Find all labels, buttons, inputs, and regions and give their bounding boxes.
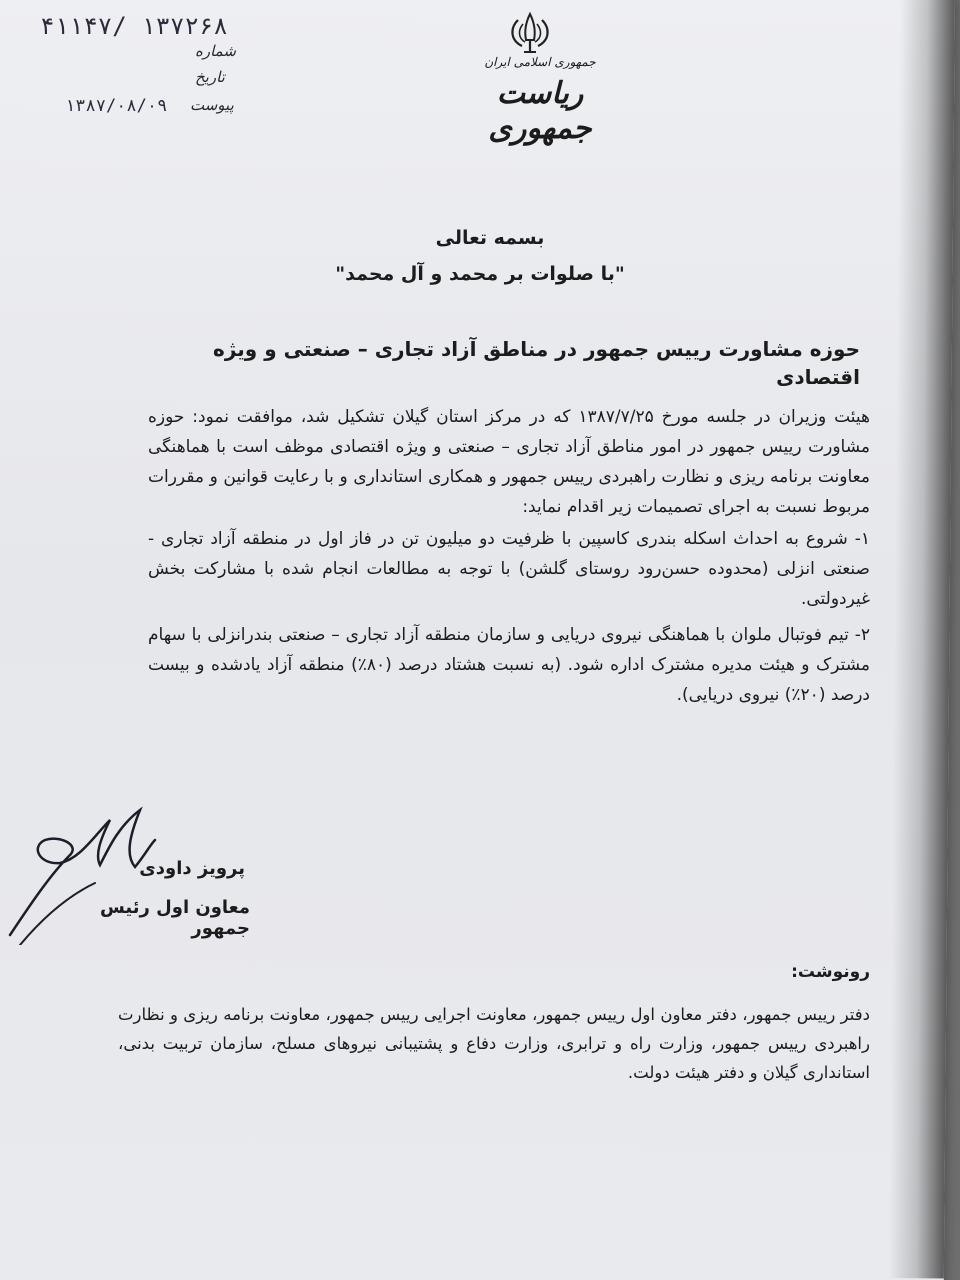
country-name: جمهوری اسلامی ایران	[484, 55, 596, 69]
office-name: ریاست جمهوری	[488, 76, 592, 146]
handwritten-letter-number: ۴۱۱۴۷/ ۱۳۷۲۶۸	[40, 12, 228, 40]
date-label: تاریخ	[195, 68, 225, 86]
number-label: شماره	[195, 42, 236, 60]
body-item-2: ۲- تیم فوتبال ملوان با هماهنگی نیروی دریایی و سازمان منطقه آزاد تجاری – صنعتی بندرانزلی با سهام مشترک و هیئت مدیره مشترک اداره شود. (به نسبت هشتاد درصد (۸۰٪) منطقه آزاد یادشده و بیست درصد (۲۰٪) نیروی دریایی).	[148, 625, 870, 705]
signatory-title: معاون اول رئیس جمهور	[99, 897, 250, 939]
cc-recipients: دفتر رییس جمهور، دفتر معاون اول رییس جمهور، معاونت اجرایی رییس جمهور، معاونت برنامه ریزی و نظارت راهبردی رییس جمهور، وزارت راه و ترابری، وزارت دفاع و پشتیبانی نیروهای مسلح، سازمان تربیت بدنی، استانداری گیلان و دفتر هیئت دولت.	[118, 1005, 870, 1082]
signatory-name: پرویز داودی	[139, 858, 245, 879]
cc-label: رونوشت:	[791, 962, 870, 982]
bismillah-heading: بسمه تعالی	[435, 227, 545, 249]
attachment-label: پیوست	[190, 96, 234, 114]
letter-title: حوزه مشاورت رییس جمهور در مناطق آزاد تجاری – صنعتی و ویژه اقتصادی	[213, 337, 860, 389]
iran-emblem-icon	[500, 10, 560, 55]
letter-body	[148, 402, 870, 710]
salavat-line: "با صلوات بر محمد و آل محمد"	[335, 263, 625, 285]
body-intro: هیئت وزیران در جلسه مورخ ۱۳۸۷/۷/۲۵ که در مرکز استان گیلان تشکیل شد، موافقت نمود: حوزه مشاورت رییس جمهور در امور مناطق آزاد تجاری – صنعتی و ویژه اقتصادی موظف است با هماهنگی معاونت برنامه ریزی و نظارت راهبردی رییس جمهور و همکاری استانداری و با رعایت قوانین و مقررات مربوط نسبت به اجرای تصمیمات زیر اقدام نماید:	[148, 407, 870, 517]
handwritten-letter-date: ۱۳۸۷/۰۸/۰۹	[65, 96, 168, 116]
body-item-1: ۱- شروع به احداث اسکله بندری کاسپین با ظرفیت دو میلیون تن در فاز اول در منطقه آزاد تجاری - صنعتی انزلی (محدوده حسن‌رود روستای گلشن) با توجه به مطالعات انجام شده با مشارکت بخش غیردولتی.	[148, 529, 870, 609]
